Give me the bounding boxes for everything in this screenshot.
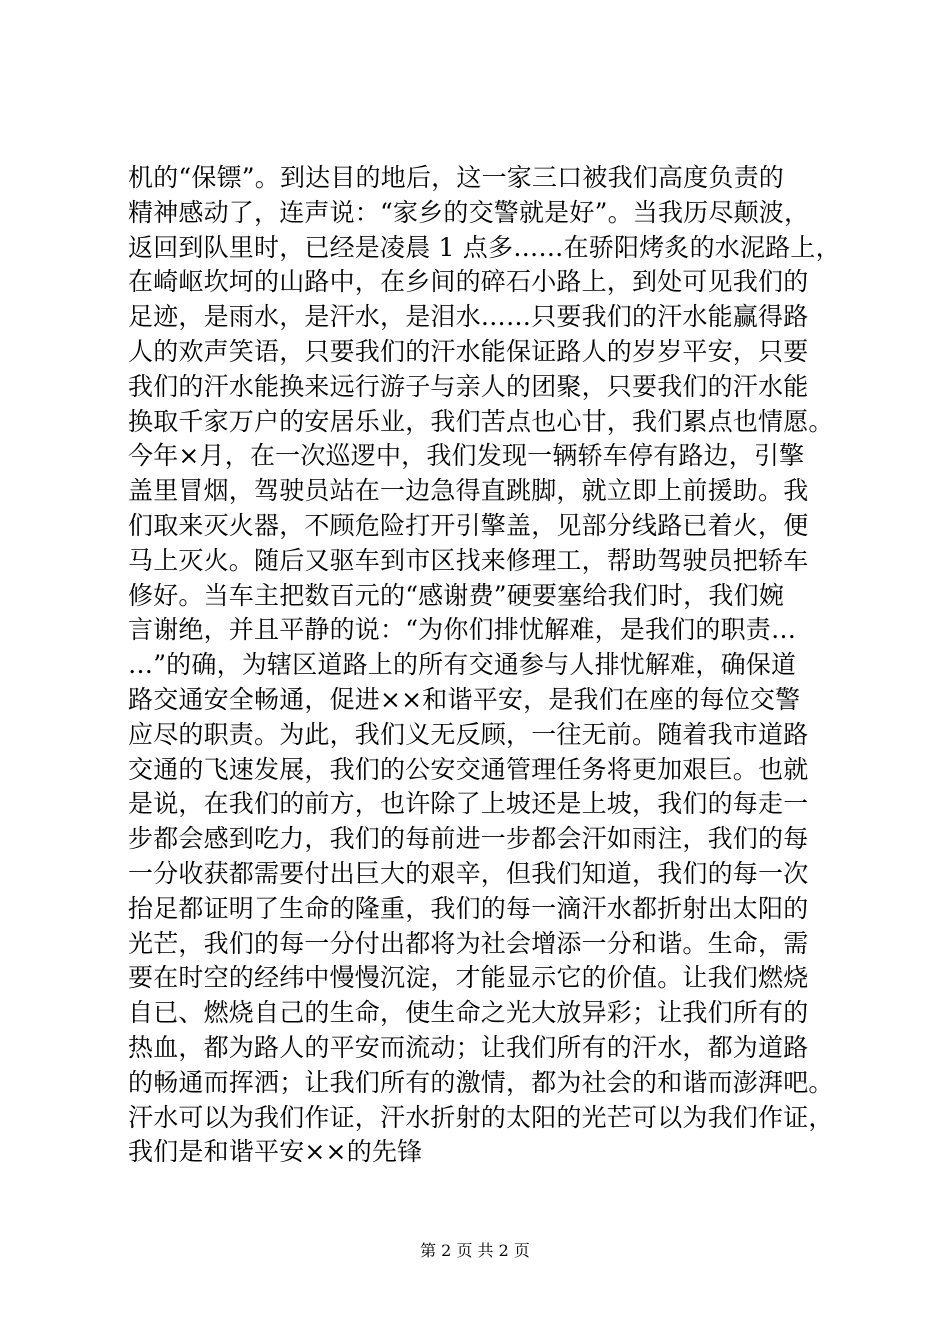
text-line: 步都会感到吃力，我们的每前进一步都会汗如雨注，我们的每 (128, 824, 809, 854)
text-line: 在崎岖坎坷的山路中，在乡间的碎石小路上，到处可见我们的 (128, 267, 809, 297)
text-line: 修好。当车主把数百元的“感谢费”硬要塞给我们时，我们婉 (128, 580, 784, 610)
text-line: 应尽的职责。为此，我们义无反顾，一往无前。随着我市道路 (128, 719, 809, 749)
text-line: 们取来灭火器，不顾危险打开引擎盖，见部分线路已着火，便 (128, 510, 809, 540)
text-line: 要在时空的经纬中慢慢沉淀，才能显示它的价值。让我们燃烧 (128, 963, 809, 993)
text-line: 返回到队里时，已经是凌晨 1 点多……在骄阳烤炙的水泥路上， (128, 232, 841, 262)
body-text (128, 161, 841, 1170)
text-line: …”的确，为辖区道路上的所有交通参与人排忧解难，确保道 (128, 650, 797, 680)
text-line: 机的“保镖”。到达目的地后，这一家三口被我们高度负责的 (128, 163, 784, 192)
text-line: 我们是和谐平安××的先锋 (128, 1137, 423, 1167)
text-line: 自已、燃烧自己的生命，使生命之光大放异彩；让我们所有的 (128, 998, 809, 1028)
text-line: 马上灭火。随后又驱车到市区找来修理工，帮助驾驶员把轿车 (128, 545, 809, 575)
text-line: 热血，都为路人的平安而流动；让我们所有的汗水，都为道路 (128, 1032, 809, 1062)
text-line: 抬足都证明了生命的隆重，我们的每一滴汗水都折射出太阳的 (128, 893, 809, 923)
text-line: 换取千家万户的安居乐业，我们苦点也心甘，我们累点也情愿。 (128, 406, 834, 436)
text-line: 我们的汗水能换来远行游子与亲人的团聚，只要我们的汗水能 (128, 371, 809, 401)
text-line: 精神感动了，连声说：“家乡的交警就是好”。当我历尽颠波， (128, 197, 810, 227)
text-line: 是说，在我们的前方，也许除了上坡还是上坡，我们的每走一 (128, 789, 809, 819)
text-line: 路交通安全畅通，促进××和谐平安，是我们在座的每位交警 (128, 684, 801, 714)
text-line: 一分收获都需要付出巨大的艰辛，但我们知道，我们的每一次 (128, 858, 809, 888)
text-line: 交通的飞速发展，我们的公安交通管理任务将更加艰巨。也就 (128, 754, 809, 784)
text-line: 人的欢声笑语，只要我们的汗水能保证路人的岁岁平安，只要 (128, 336, 809, 366)
text-line: 言谢绝，并且平静的说：“为你们排忧解难，是我们的职责… (128, 615, 797, 645)
text-line: 光芒，我们的每一分付出都将为社会增添一分和谐。生命，需 (128, 928, 809, 958)
text-line: 盖里冒烟，驾驶员站在一边急得直跳脚，就立即上前援助。我 (128, 476, 809, 506)
text-line: 今年×月，在一次巡逻中，我们发现一辆轿车停有路边，引擎 (128, 441, 805, 471)
page-footer: 第 2 页 共 2 页 (420, 1241, 530, 1260)
text-line: 汗水可以为我们作证，汗水折射的太阳的光芒可以为我们作证， (128, 1102, 834, 1132)
text-line: 的畅通而挥洒；让我们所有的激情，都为社会的和谐而澎湃吧。 (128, 1067, 834, 1097)
text-line: 足迹，是雨水，是汗水，是泪水……只要我们的汗水能赢得路 (128, 302, 809, 332)
